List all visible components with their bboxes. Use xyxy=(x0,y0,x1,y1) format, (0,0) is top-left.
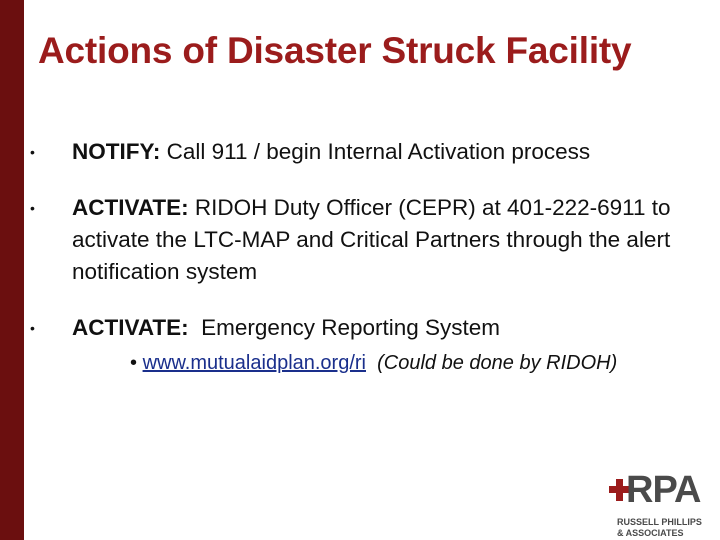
logo-name-line2: & ASSOCIATES xyxy=(617,528,684,538)
bullet-activate-reporting xyxy=(30,312,700,376)
bullet-marker: • xyxy=(30,200,35,216)
sub-bullet-marker: • xyxy=(130,352,143,374)
bullet-label: NOTIFY: xyxy=(72,139,161,164)
sub-bullet-note: (Could be done by RIDOH) xyxy=(377,352,618,374)
bullet-label: ACTIVATE: xyxy=(72,195,189,220)
bullet-marker: • xyxy=(30,144,35,160)
bullet-activate-ridoh xyxy=(30,192,700,288)
rpa-logo xyxy=(608,470,718,540)
slide-title: Actions of Disaster Struck Facility xyxy=(38,30,632,71)
bullet-text: Call 911 / begin Internal Activation process xyxy=(160,139,591,164)
logo-letters: RPA xyxy=(626,469,701,511)
sub-bullet xyxy=(130,350,700,376)
bullet-marker: • xyxy=(30,320,35,336)
bullet-label: ACTIVATE: xyxy=(72,315,189,340)
bullet-text: RIDOH Duty Officer (CEPR) at 401-222-6911 to activate the LTC-MAP and Critical Partners through the alert notification system xyxy=(72,195,671,284)
logo-name-line1: RUSSELL PHILLIPS xyxy=(617,517,702,527)
bullet-text: Emergency Reporting System xyxy=(188,315,501,340)
mutualaidplan-link[interactable]: www.mutualaidplan.org/ri xyxy=(142,352,366,374)
left-accent-bar xyxy=(0,0,24,540)
bullet-notify xyxy=(30,136,700,168)
bullet-list xyxy=(30,136,700,400)
